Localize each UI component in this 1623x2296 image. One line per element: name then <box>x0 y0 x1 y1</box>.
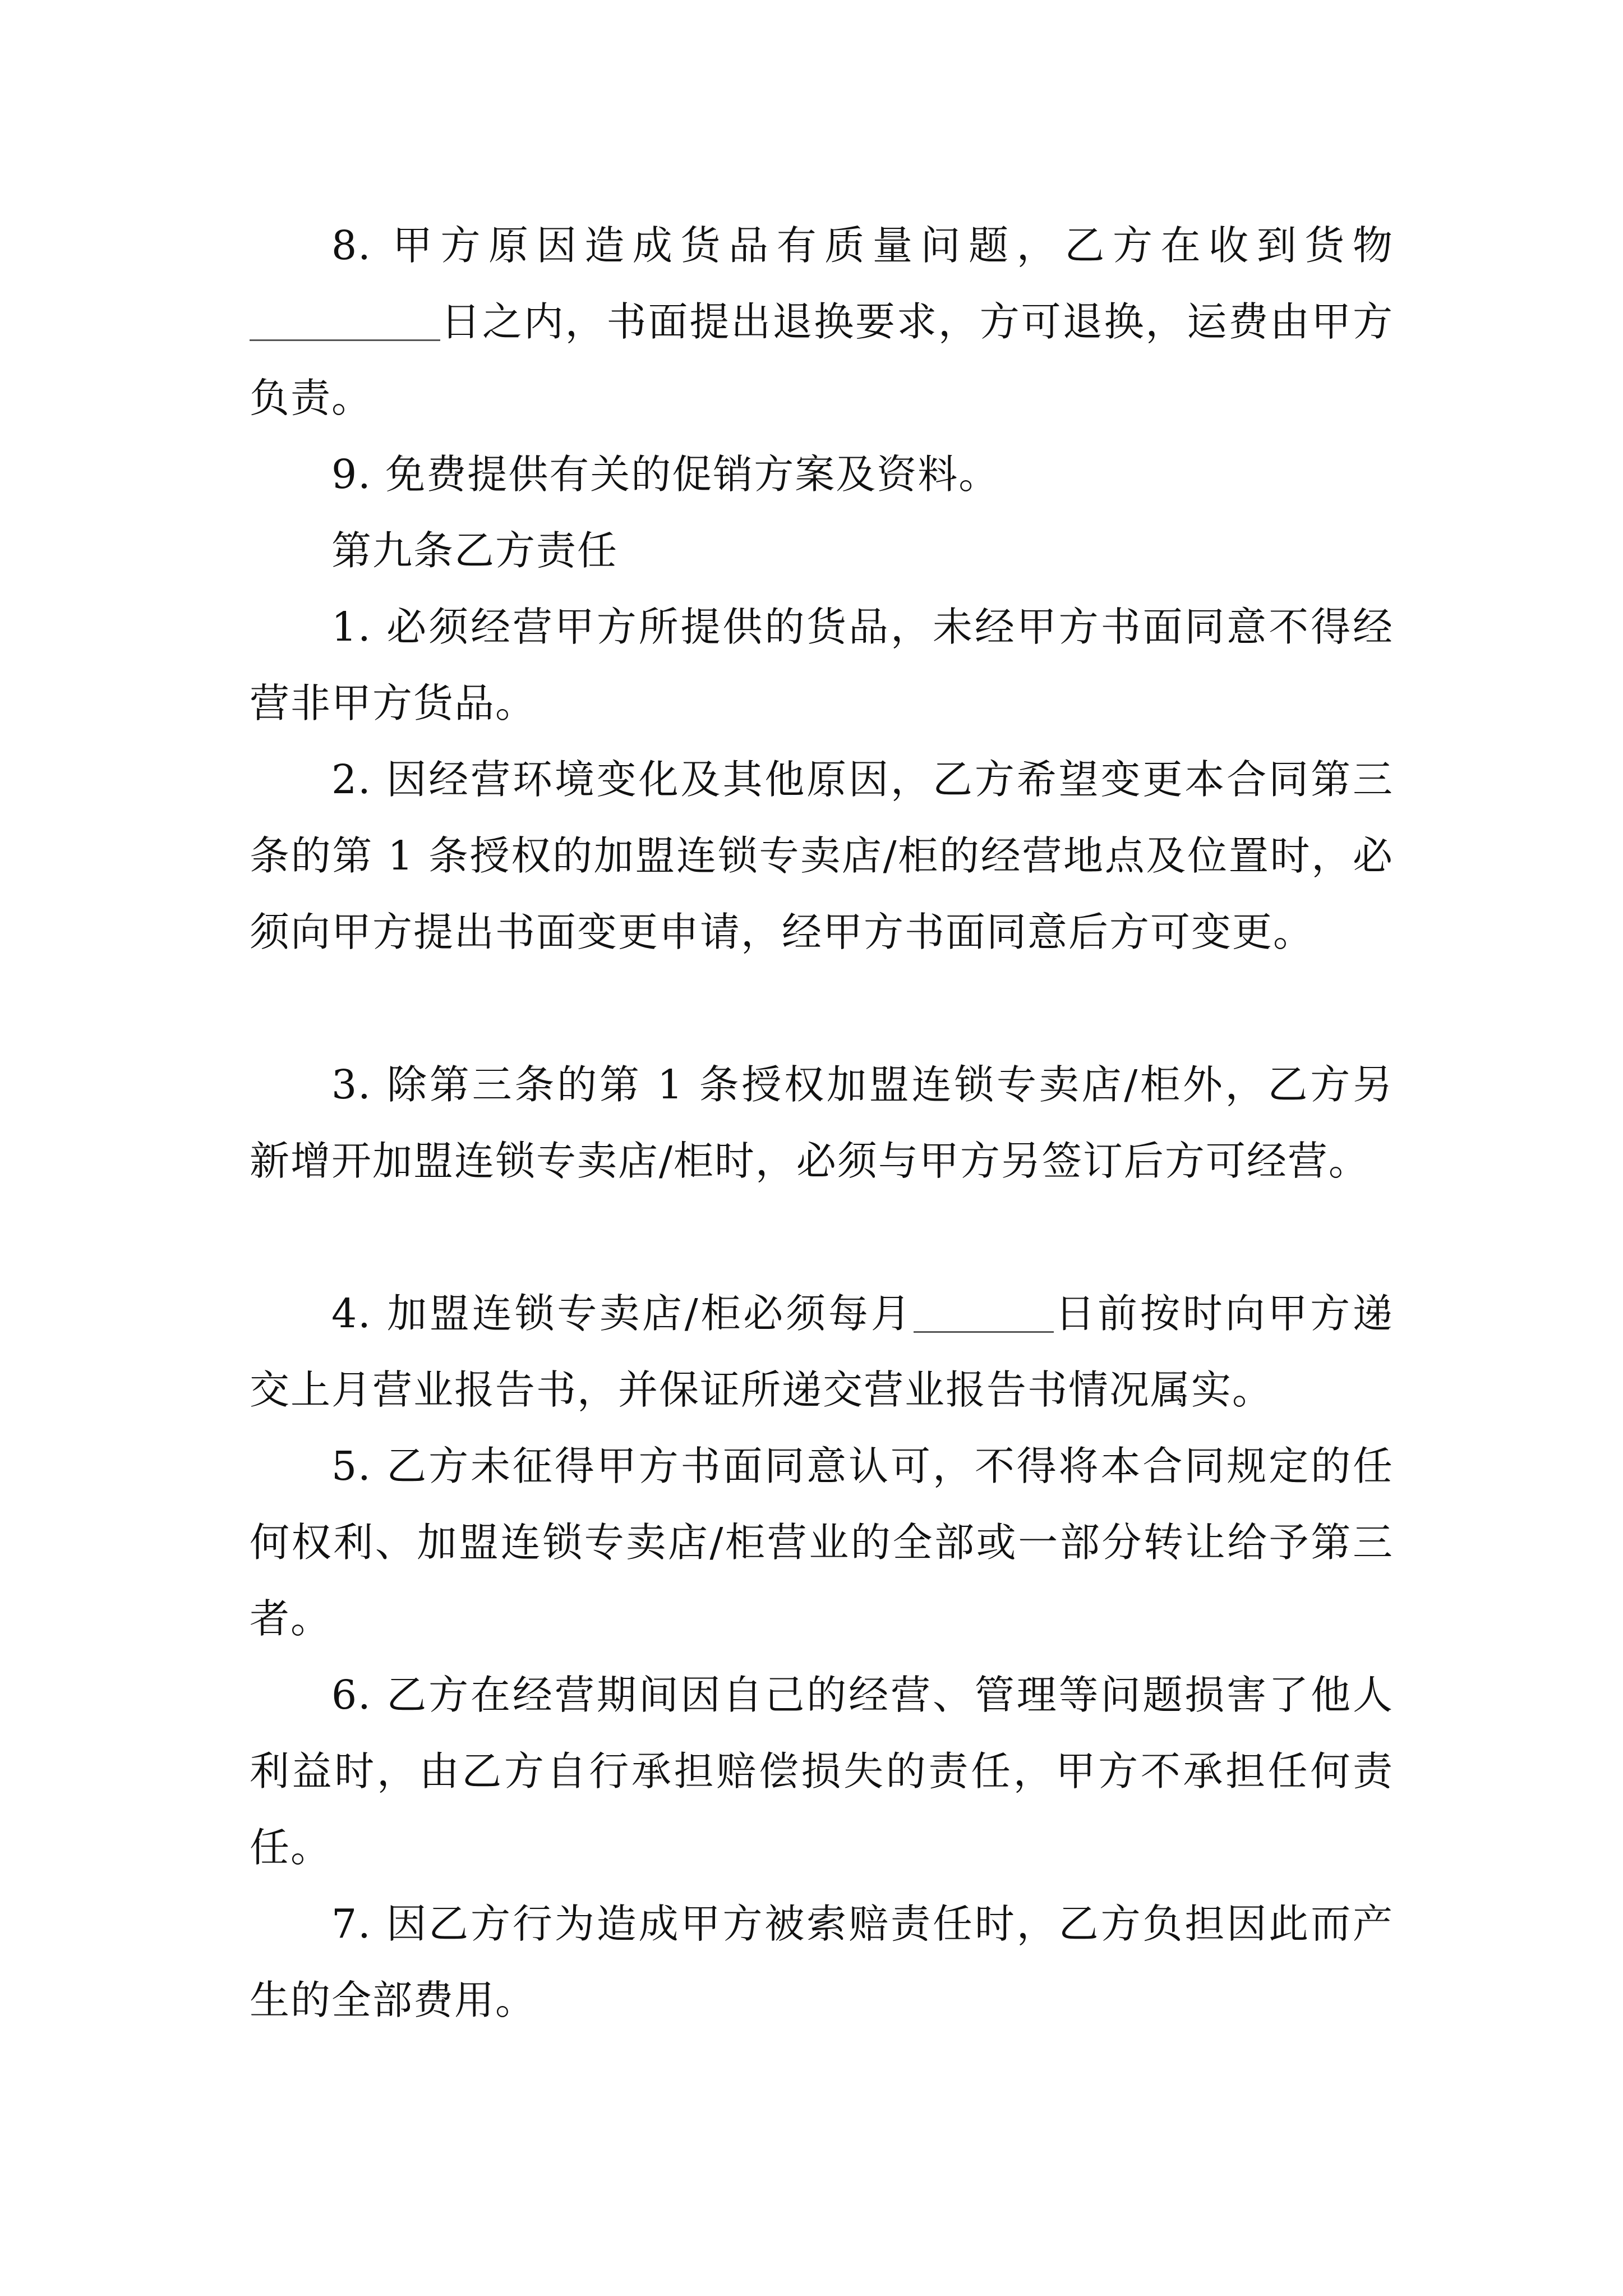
party-b-duty-2: 2. 因经营环境变化及其他原因，乙方希望变更本合同第三条的第 1 条授权的加盟连锁专卖店/柜的经营地点及位置时，必须向甲方提出书面变更申请，经甲方书面同意后方可变更。 <box>250 756 1394 955</box>
party-b-duty-1: 1. 必须经营甲方所提供的货品，未经甲方书面同意不得经营非甲方货品。 <box>250 604 1394 726</box>
party-b-duty-3: 3. 除第三条的第 1 条授权加盟连锁专卖店/柜外，乙方另新增开加盟连锁专卖店/柜时，必须与甲方另签订后方可经营。 <box>250 1061 1394 1184</box>
clause-item-8-text-start: 8. 甲方原因造成货品有质量问题，乙方在收到货物 <box>331 222 1394 269</box>
party-b-duty-7: 7. 因乙方行为造成甲方被索赔责任时，乙方负担因此而产生的全部费用。 <box>250 1901 1394 2023</box>
fill-in-blank-day-of-month[interactable] <box>914 1292 1054 1333</box>
party-b-duty-6: 6. 乙方在经营期间因自己的经营、管理等问题损害了他人利益时，由乙方自行承担赔偿损失的责任，甲方不承担任何责任。 <box>250 1672 1394 1871</box>
party-b-duty-5: 5. 乙方未征得甲方书面同意认可，不得将本合同规定的任何权利、加盟连锁专卖店/柜营业的全部或一部分转让给予第三者。 <box>250 1443 1394 1642</box>
fill-in-blank-days[interactable] <box>250 300 440 341</box>
party-b-duty-4-text-end: 日前按时向甲方递交上月营业报告书，并保证所递交营业报告书情况属实。 <box>250 1290 1394 1413</box>
clause-item-8-text-end: 日之内，书面提出退换要求，方可退换，运费由甲方负责。 <box>250 298 1394 421</box>
clause-item-9: 9. 免费提供有关的促销方案及资料。 <box>331 451 1000 498</box>
party-b-duty-4-text-start: 4. 加盟连锁专卖店/柜必须每月 <box>331 1290 914 1337</box>
article-9-heading: 第九条乙方责任 <box>331 527 619 574</box>
clause-item-8 <box>250 208 1394 436</box>
party-b-duty-4 <box>250 1276 1394 1428</box>
